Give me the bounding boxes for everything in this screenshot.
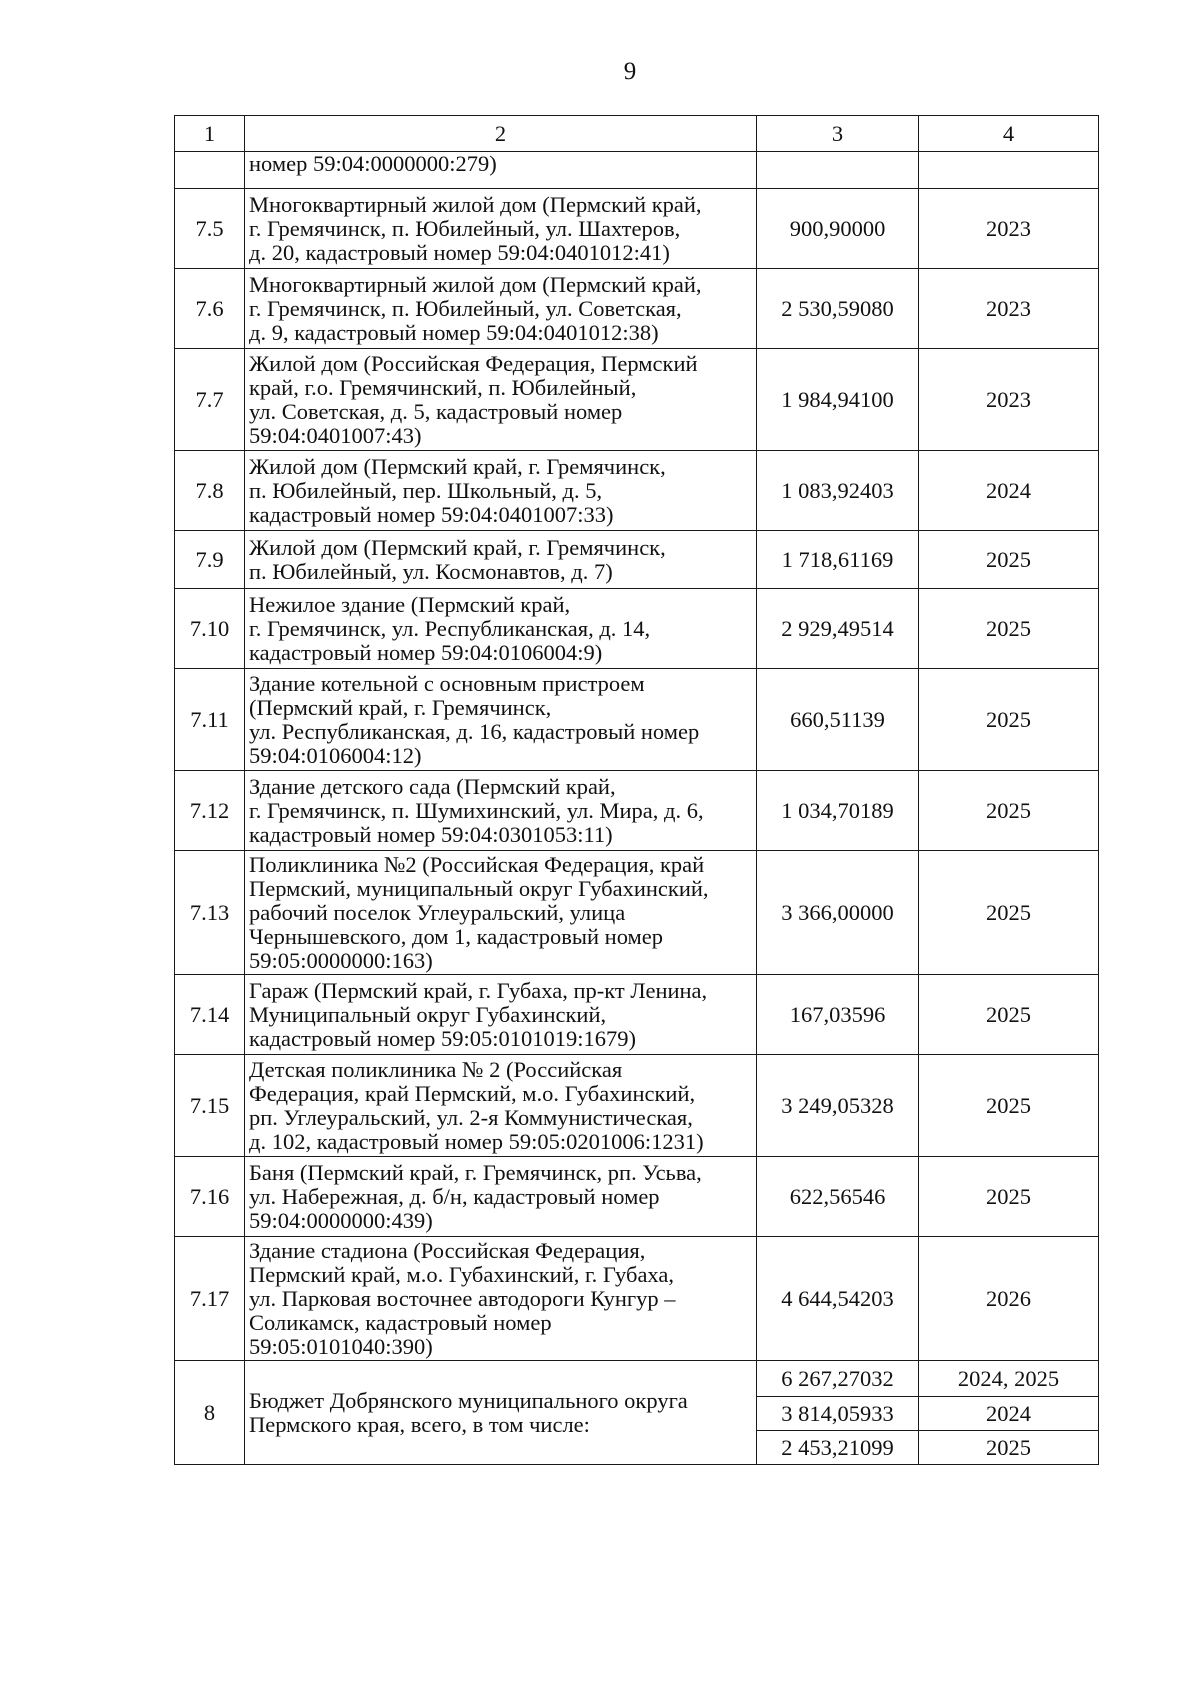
row-year-cell: 2025 — [919, 669, 1099, 771]
row-description-cell — [245, 589, 757, 669]
row-number-cell: 7.9 — [175, 531, 245, 589]
row-amount-cell: 4 644,54203 — [757, 1237, 919, 1361]
row-number-cell: 7.6 — [175, 269, 245, 349]
row-amount-cell: 2 929,49514 — [757, 589, 919, 669]
row-number-cell: 7.5 — [175, 189, 245, 269]
row-year-cell: 2025 — [919, 1157, 1099, 1237]
table-row — [175, 589, 1099, 669]
budget-table — [174, 115, 1099, 1465]
description-line: д. 20, кадастровый номер 59:04:0401012:41) — [249, 239, 670, 265]
table-header-row — [175, 116, 1099, 152]
continuation-amount-cell — [757, 152, 919, 189]
description-line: ул. Набережная, д. б/н, кадастровый номер — [249, 1183, 660, 1209]
row-number-cell: 7.7 — [175, 349, 245, 451]
row-year-cell: 2024 — [919, 451, 1099, 531]
row-amount-cell: 900,90000 — [757, 189, 919, 269]
description-line: кадастровый номер 59:04:0401007:33) — [249, 501, 614, 527]
row-amount-cell: 167,03596 — [757, 975, 919, 1055]
row-amount-cell: 2 530,59080 — [757, 269, 919, 349]
description-line: Жилой дом (Пермский край, г. Гремячинск, — [249, 534, 666, 560]
row-year-cell: 2025 — [919, 531, 1099, 589]
description-line: 59:04:0106004:12) — [249, 742, 422, 768]
description-line: Многоквартирный жилой дом (Пермский край, — [249, 271, 702, 297]
description-line: Многоквартирный жилой дом (Пермский край, — [249, 191, 702, 217]
row-year-cell: 2023 — [919, 189, 1099, 269]
continuation-year-cell — [919, 152, 1099, 189]
description-line: Здание котельной с основным пристроем — [249, 670, 645, 696]
description-line: рабочий поселок Углеуральский, улица — [249, 899, 626, 925]
page-number: 9 — [623, 58, 637, 85]
description-line: кадастровый номер 59:04:0301053:11) — [249, 821, 613, 847]
table-row — [175, 975, 1099, 1055]
description-line: г. Гремячинск, п. Юбилейный, ул. Советская, — [249, 295, 682, 321]
table-row — [175, 189, 1099, 269]
row-amount-cell: 660,51139 — [757, 669, 919, 771]
description-line: Баня (Пермский край, г. Гремячинск, рп. Усьва, — [249, 1159, 702, 1185]
table-row — [175, 771, 1099, 851]
description-line: Детская поликлиника № 2 (Российская — [249, 1056, 623, 1082]
description-line: 59:05:0101040:390) — [249, 1333, 433, 1359]
description-line: (Пермский край, г. Гремячинск, — [249, 694, 552, 720]
row-description-cell — [245, 269, 757, 349]
description-line: Нежилое здание (Пермский край, — [249, 591, 571, 617]
table-row — [175, 269, 1099, 349]
row-description-cell — [245, 531, 757, 589]
row-number-cell: 7.13 — [175, 851, 245, 975]
table-row — [175, 1157, 1099, 1237]
description-line: Пермский, муниципальный округ Губахинский, — [249, 875, 709, 901]
row-year-cell: 2026 — [919, 1237, 1099, 1361]
table-row — [175, 669, 1099, 771]
row-description-cell — [245, 451, 757, 531]
row-description-cell — [245, 1157, 757, 1237]
description-line: 59:04:0401007:43) — [249, 422, 422, 448]
description-line: д. 102, кадастровый номер 59:05:0201006:1231) — [249, 1128, 704, 1154]
row-amount-cell: 1 034,70189 — [757, 771, 919, 851]
row-number-cell: 7.14 — [175, 975, 245, 1055]
table-row — [175, 531, 1099, 589]
row-description-cell — [245, 851, 757, 975]
description-line: край, г.о. Гремячинский, п. Юбилейный, — [249, 374, 637, 400]
table-row — [175, 451, 1099, 531]
description-line: рп. Углеуральский, ул. 2-я Коммунистическая, — [249, 1104, 693, 1130]
row-amount-cell: 1 083,92403 — [757, 451, 919, 531]
row-description-cell — [245, 975, 757, 1055]
row-year-cell: 2025 — [919, 589, 1099, 669]
continuation-num-cell — [175, 152, 245, 189]
row-amount-cell: 1 718,61169 — [757, 531, 919, 589]
description-line: Жилой дом (Российская Федерация, Пермский — [249, 350, 698, 376]
row-amount-cell: 622,56546 — [757, 1157, 919, 1237]
continuation-row — [175, 152, 1099, 189]
description-line: Муниципальный округ Губахинский, — [249, 1001, 607, 1027]
row-year-cell: 2025 — [919, 975, 1099, 1055]
description-line: ул. Парковая восточнее автодороги Кунгур – — [249, 1285, 676, 1311]
description-line: Жилой дом (Пермский край, г. Гремячинск, — [249, 453, 666, 479]
section8-amount-cell: 2 453,21099 — [757, 1431, 919, 1465]
row-amount-cell: 3 366,00000 — [757, 851, 919, 975]
description-line: д. 9, кадастровый номер 59:04:0401012:38) — [249, 319, 659, 345]
row-number-cell: 7.16 — [175, 1157, 245, 1237]
description-line: 59:05:0000000:163) — [249, 947, 433, 973]
description-line: Соликамск, кадастровый номер — [249, 1309, 552, 1335]
continuation-description-cell: номер 59:04:0000000:279) — [245, 152, 757, 189]
column-header-4: 4 — [919, 116, 1099, 152]
description-line: Поликлиника №2 (Российская Федерация, край — [249, 851, 705, 877]
section8-row — [175, 1361, 1099, 1397]
row-number-cell: 7.15 — [175, 1055, 245, 1157]
row-amount-cell: 3 249,05328 — [757, 1055, 919, 1157]
description-line: Здание детского сада (Пермский край, — [249, 773, 616, 799]
row-description-cell — [245, 669, 757, 771]
description-line: г. Гремячинск, ул. Республиканская, д. 14, — [249, 615, 651, 641]
row-number-cell: 7.17 — [175, 1237, 245, 1361]
description-line: Чернышевского, дом 1, кадастровый номер — [249, 923, 663, 949]
description-line: г. Гремячинск, п. Юбилейный, ул. Шахтеров, — [249, 215, 681, 241]
table-row — [175, 349, 1099, 451]
section8-amount-cell: 6 267,27032 — [757, 1361, 919, 1397]
description-line: ул. Республиканская, д. 16, кадастровый номер — [249, 718, 700, 744]
description-line: п. Юбилейный, ул. Космонавтов, д. 7) — [249, 558, 613, 584]
description-line: Пермский край, м.о. Губахинский, г. Губаха, — [249, 1261, 674, 1287]
description-line: ул. Советская, д. 5, кадастровый номер — [249, 398, 623, 424]
description-line: г. Гремячинск, п. Шумихинский, ул. Мира, д. 6, — [249, 797, 704, 823]
row-year-cell: 2025 — [919, 851, 1099, 975]
row-number-cell: 7.8 — [175, 451, 245, 531]
description-line: Федерация, край Пермский, м.о. Губахинский, — [249, 1080, 696, 1106]
description-line: Пермского края, всего, в том числе: — [249, 1411, 590, 1437]
row-description-cell — [245, 771, 757, 851]
description-line: п. Юбилейный, пер. Школьный, д. 5, — [249, 477, 603, 503]
section8-year-cell: 2025 — [919, 1431, 1099, 1465]
column-header-2: 2 — [245, 116, 757, 152]
description-line: Здание стадиона (Российская Федерация, — [249, 1237, 646, 1263]
row-year-cell: 2023 — [919, 269, 1099, 349]
row-description-cell — [245, 1237, 757, 1361]
table-row — [175, 1237, 1099, 1361]
description-line: кадастровый номер 59:05:0101019:1679) — [249, 1025, 636, 1051]
row-year-cell: 2025 — [919, 771, 1099, 851]
section8-year-cell: 2024 — [919, 1397, 1099, 1431]
description-line: Бюджет Добрянского муниципального округа — [249, 1387, 688, 1413]
column-header-1: 1 — [175, 116, 245, 152]
row-number-cell: 7.10 — [175, 589, 245, 669]
row-year-cell: 2023 — [919, 349, 1099, 451]
section8-amount-cell: 3 814,05933 — [757, 1397, 919, 1431]
section8-description-cell — [245, 1361, 757, 1465]
row-description-cell — [245, 1055, 757, 1157]
table-row — [175, 851, 1099, 975]
section8-year-cell: 2024, 2025 — [919, 1361, 1099, 1397]
row-number-cell: 7.12 — [175, 771, 245, 851]
description-line: кадастровый номер 59:04:0106004:9) — [249, 639, 603, 665]
row-description-cell — [245, 349, 757, 451]
description-line: Гараж (Пермский край, г. Губаха, пр-кт Ленина, — [249, 977, 708, 1003]
row-year-cell: 2025 — [919, 1055, 1099, 1157]
row-number-cell: 7.11 — [175, 669, 245, 771]
section8-number-cell: 8 — [175, 1361, 245, 1465]
row-amount-cell: 1 984,94100 — [757, 349, 919, 451]
description-line: 59:04:0000000:439) — [249, 1207, 433, 1233]
row-description-cell — [245, 189, 757, 269]
table-row — [175, 1055, 1099, 1157]
column-header-3: 3 — [757, 116, 919, 152]
